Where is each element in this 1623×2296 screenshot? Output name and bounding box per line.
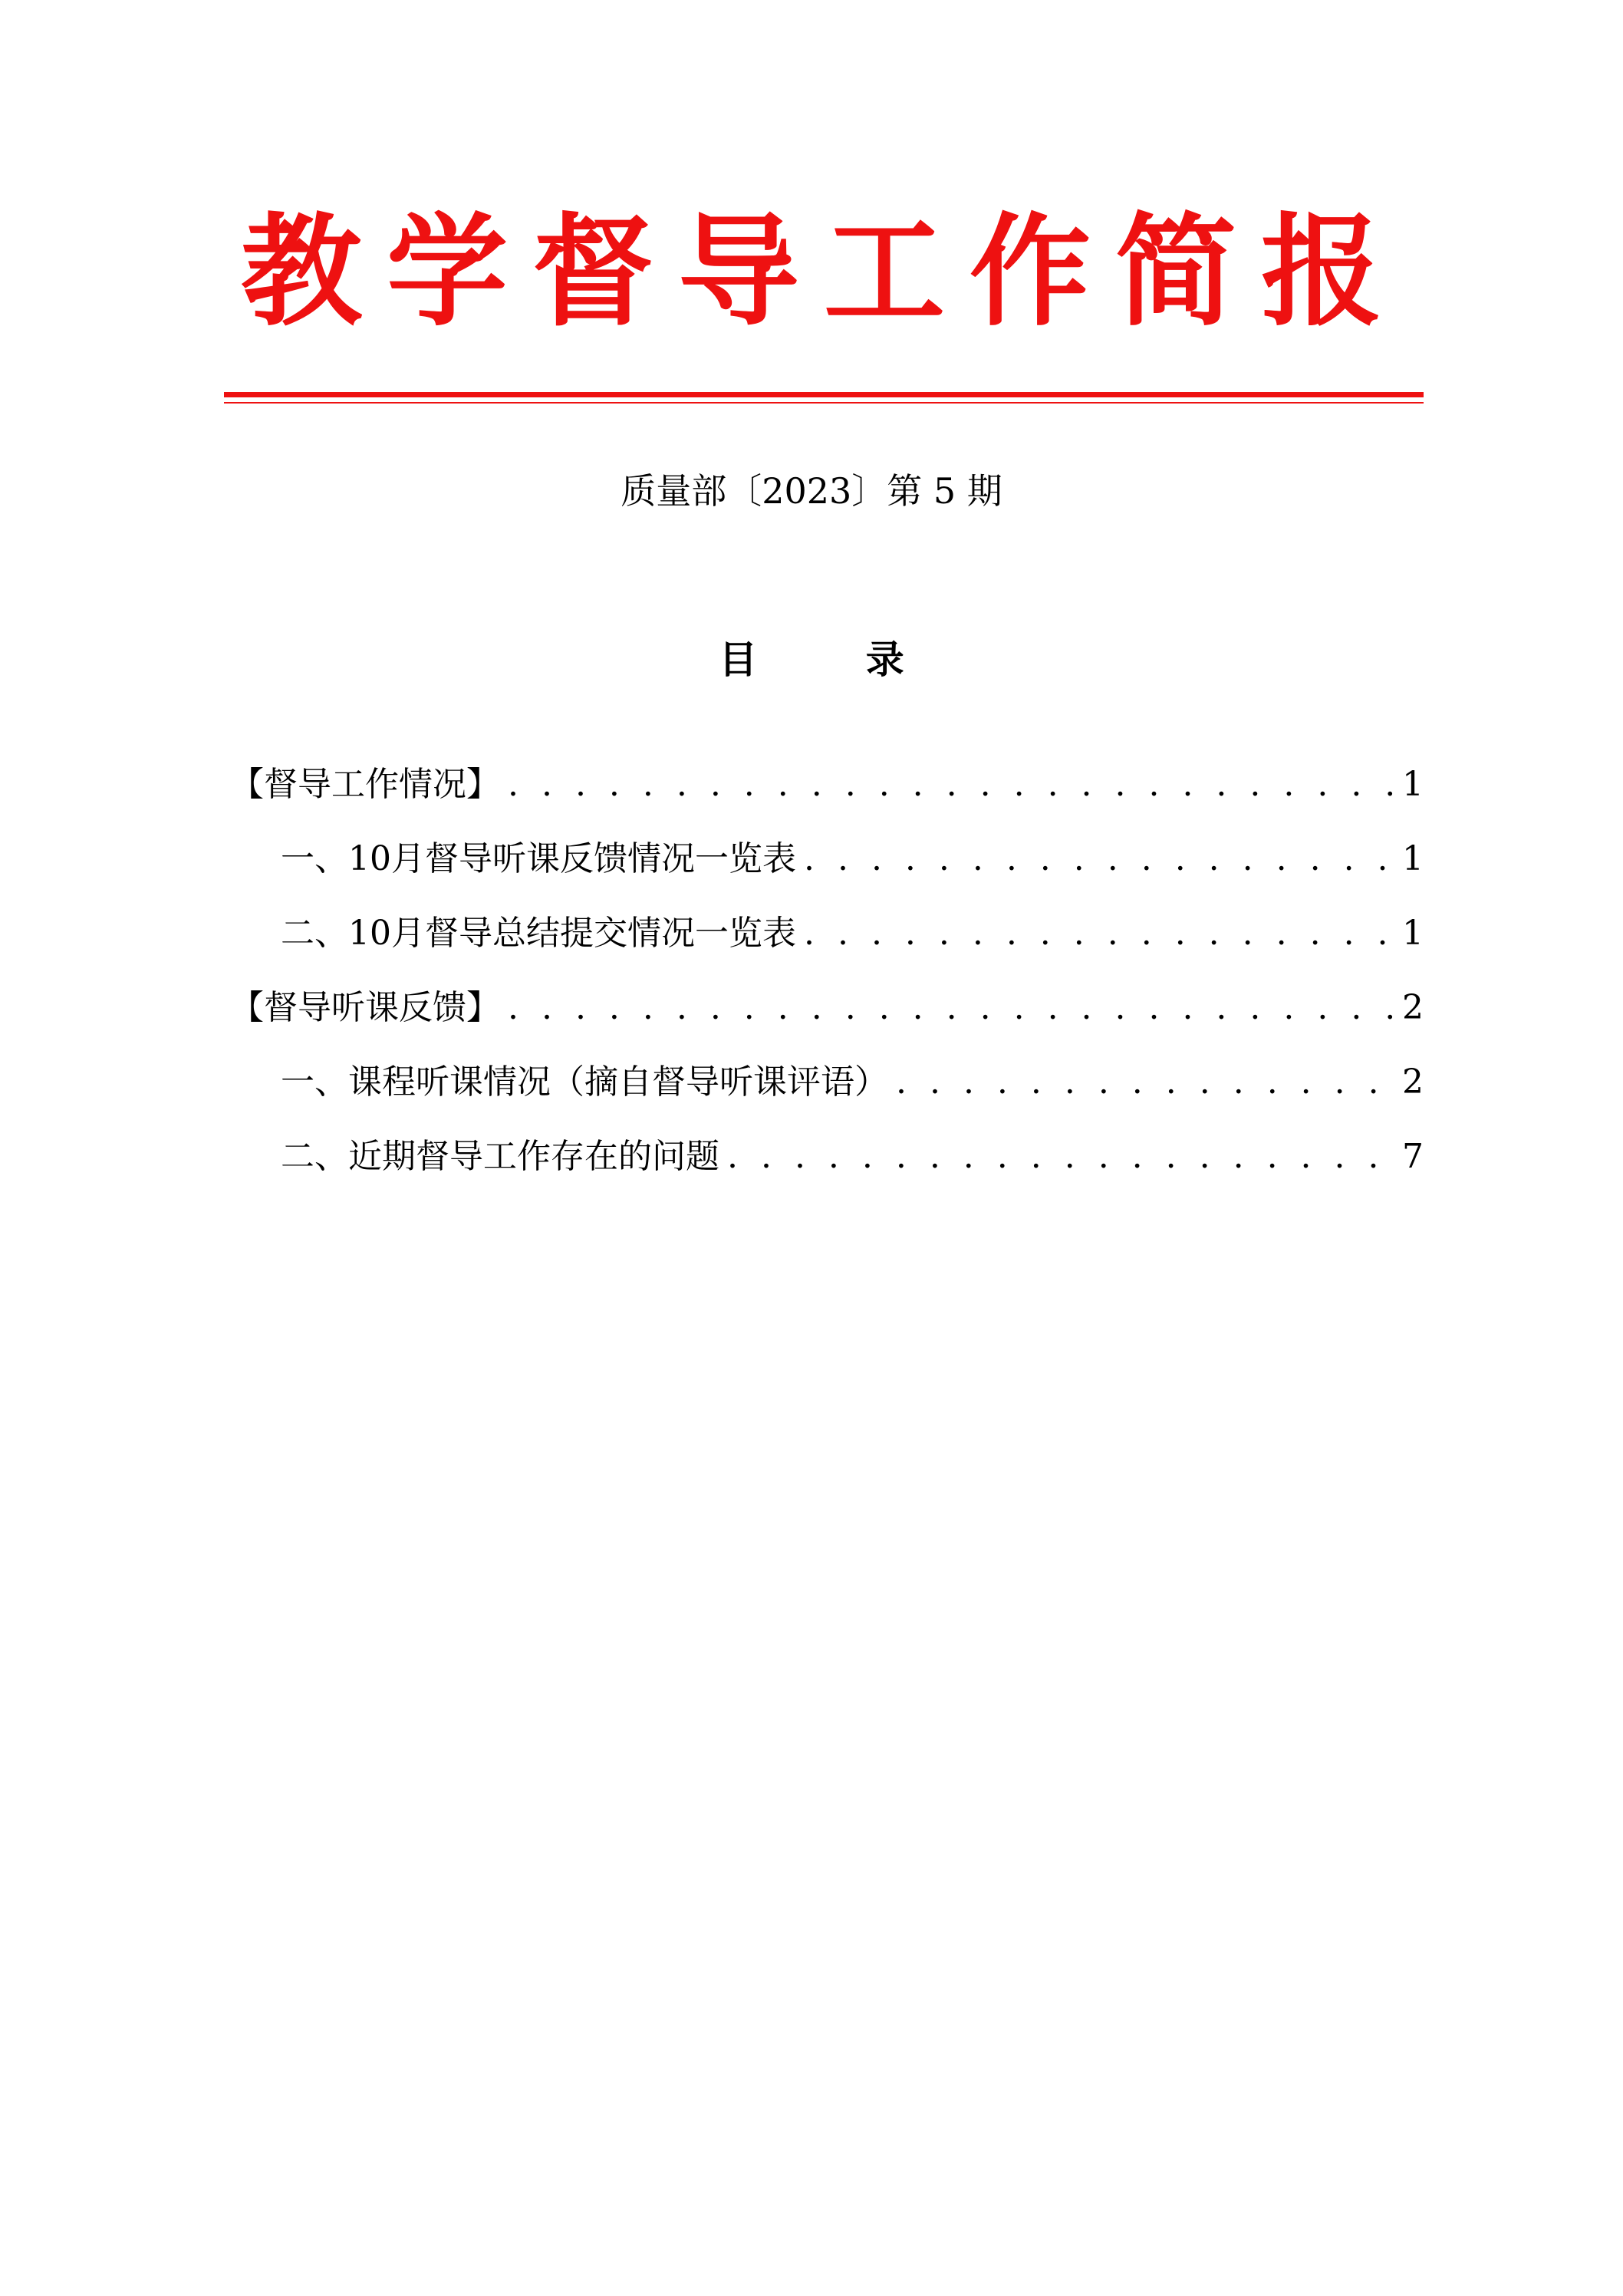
toc-entry-label: 【督导听课反馈】 bbox=[230, 988, 500, 1027]
toc-entry[interactable] bbox=[230, 1057, 1424, 1132]
toc-entry-label: 一、10月督导听课反馈情况一览表 bbox=[281, 839, 796, 878]
toc-entry-page: 2 bbox=[1402, 988, 1424, 1027]
toc-leader-dots bbox=[804, 908, 1394, 959]
toc-leader-dots bbox=[804, 834, 1394, 884]
toc-entry-page: 7 bbox=[1402, 1137, 1424, 1176]
masthead-title: 教学督导工作简报 bbox=[241, 202, 1407, 343]
toc-entry-label: 二、10月督导总结提交情况一览表 bbox=[281, 914, 796, 953]
masthead-rule-thin bbox=[224, 402, 1424, 404]
table-of-contents bbox=[230, 759, 1424, 1206]
toc-leader-dots bbox=[896, 1057, 1394, 1108]
masthead-rule-thick bbox=[224, 392, 1424, 397]
toc-heading: 目 录 bbox=[719, 637, 952, 682]
toc-entry-page: 1 bbox=[1402, 914, 1424, 953]
toc-entry-label: 【督导工作情况】 bbox=[230, 765, 500, 804]
toc-entry[interactable] bbox=[230, 983, 1424, 1057]
issue-number: 质量部〔2023〕第 5 期 bbox=[621, 470, 1002, 512]
toc-entry[interactable] bbox=[230, 908, 1424, 983]
toc-entry-label: 一、课程听课情况（摘自督导听课评语） bbox=[281, 1062, 888, 1102]
toc-entry[interactable] bbox=[230, 834, 1424, 908]
toc-leader-dots bbox=[508, 983, 1394, 1033]
toc-entry-page: 1 bbox=[1402, 839, 1424, 878]
toc-entry-page: 2 bbox=[1402, 1062, 1424, 1102]
toc-entry[interactable] bbox=[230, 759, 1424, 834]
toc-entry[interactable] bbox=[230, 1132, 1424, 1206]
toc-entry-page: 1 bbox=[1402, 765, 1424, 804]
toc-entry-label: 二、近期督导工作存在的问题 bbox=[281, 1137, 719, 1176]
toc-leader-dots bbox=[508, 759, 1394, 810]
toc-leader-dots bbox=[727, 1132, 1394, 1182]
